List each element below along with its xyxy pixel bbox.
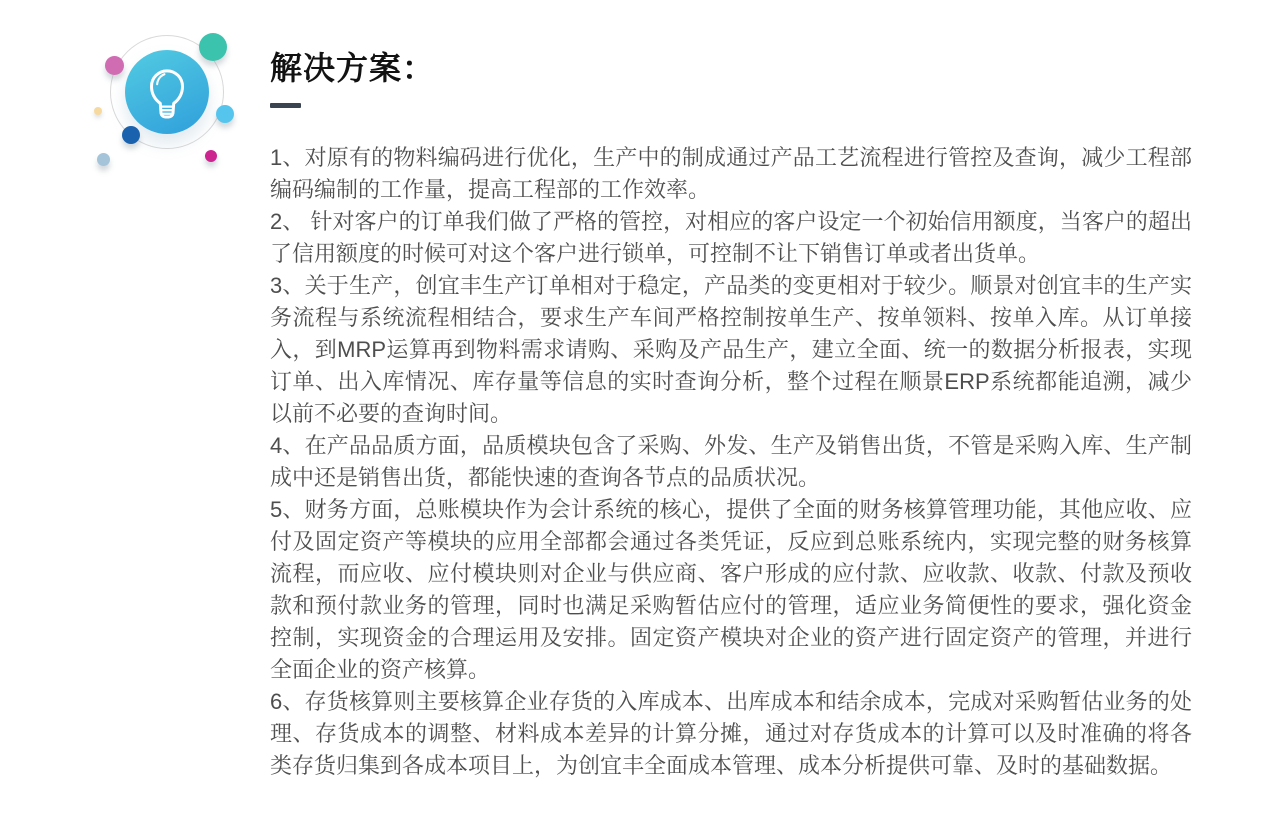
dot-muted-blue <box>97 153 110 166</box>
solution-paragraphs <box>270 142 1192 782</box>
dot-pink <box>105 56 124 75</box>
solution-paragraph-6: 6、存货核算则主要核算企业存货的入库成本、出库成本和结余成本，完成对采购暂估业务的处理、存货成本的调整、材料成本差异的计算分摊，通过对存货成本的计算可以及时准确的将各类存货归集到各成本项目上，为创宜丰全面成本管理、成本分析提供可靠、及时的基础数据。 <box>270 689 1192 778</box>
solution-paragraph-2: 2、 针对客户的订单我们做了严格的管控，对相应的客户设定一个初始信用额度，当客户的超出了信用额度的时候可对这个客户进行锁单，可控制不让下销售订单或者出货单。 <box>270 209 1192 266</box>
dot-teal <box>199 33 227 61</box>
heading-underline <box>270 103 301 108</box>
dot-sky-blue <box>216 105 234 123</box>
dot-yellow <box>94 107 102 115</box>
solution-content <box>270 50 1192 782</box>
dot-dark-blue <box>122 126 140 144</box>
section-heading: 解决方案： <box>270 50 436 86</box>
solution-paragraph-5: 5、财务方面，总账模块作为会计系统的核心，提供了全面的财务核算管理功能，其他应收、应付及固定资产等模块的应用全部都会通过各类凭证，反应到总账系统内，实现完整的财务核算流程，而应收、应付模块则对企业与供应商、客户形成的应付款、应收款、收款、付款及预收款和预付款业务的管理，同时也满足采购暂估应付的管理，适应业务简便性的要求，强化资金控制，实现资金的合理运用及安排。固定资产模块对企业的资产进行固定资产的管理，并进行全面企业的资产核算。 <box>270 497 1192 682</box>
solution-paragraph-4: 4、在产品品质方面，品质模块包含了采购、外发、生产及销售出货，不管是采购入库、生产制成中还是销售出货，都能快速的查询各节点的品质状况。 <box>270 433 1192 490</box>
solution-paragraph-1: 1、对原有的物料编码进行优化，生产中的制成通过产品工艺流程进行管控及查询，减少工程部编码编制的工作量，提高工程部的工作效率。 <box>270 145 1192 202</box>
dot-magenta <box>205 150 217 162</box>
solution-paragraph-3: 3、关于生产，创宜丰生产订单相对于稳定，产品类的变更相对于较少。顺景对创宜丰的生产实务流程与系统流程相结合，要求生产车间严格控制按单生产、按单领料、按单入库。从订单接入，到MRP运算再到物料需求请购、采购及产品生产，建立全面、统一的数据分析报表，实现订单、出入库情况、库存量等信息的实时查询分析，整个过程在顺景ERP系统都能追溯，减少以前不必要的查询时间。 <box>270 273 1192 426</box>
lightbulb-icon <box>141 61 193 123</box>
lightbulb-badge <box>125 50 209 134</box>
lightbulb-decoration <box>80 20 255 195</box>
